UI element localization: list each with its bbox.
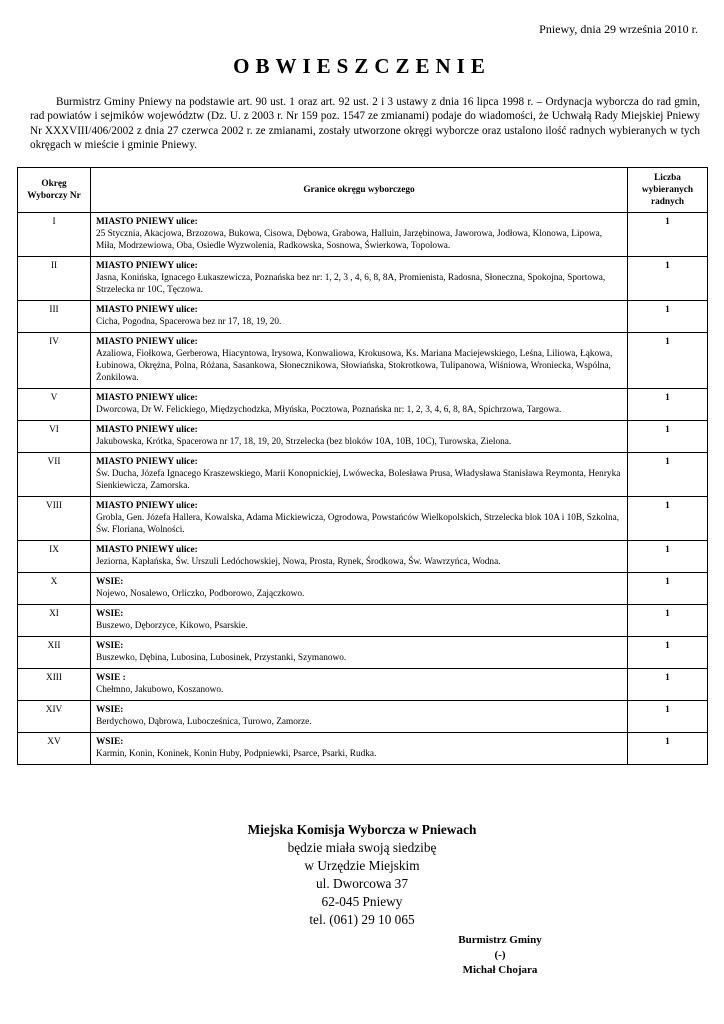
- district-boundaries: [91, 637, 628, 669]
- street-list: Karmin, Konin, Koninek, Konin Huby, Podpniewki, Psarce, Psarki, Rudka.: [96, 749, 377, 759]
- district-number: XII: [18, 637, 91, 669]
- seats-count: 1: [628, 333, 708, 389]
- district-number: XIV: [18, 701, 91, 733]
- area-label: MIASTO PNIEWY ulice:: [96, 501, 198, 511]
- intro-paragraph: Burmistrz Gminy Pniewy na podstawie art. 90 ust. 1 oraz art. 92 ust. 2 i 3 ustawy z dnia 16 lipca 1998 r. – Ordynacja wyborcza do rad gmin, rad powiatów i sejmików województw (Dz. U. z 2003 r. Nr 159 poz. 1547 ze zmianami) podaje do wiadomości, że Uchwałą Rady Miejskiej Pniewy Nr XXXVIII/406/2002 z dnia 27 czerwca 2002 r. ze zmianami, zostały utworzone okręgi wyborcze oraz ustalono ilość radnych wybieranych w tych okręgach w mieście i gminie Pniewy.: [30, 96, 700, 152]
- commission-line: w Urzędzie Miejskim: [304, 858, 420, 873]
- header-seats-count: Liczba wybieranych radnych: [628, 168, 708, 213]
- table-body: [18, 213, 708, 765]
- street-list: Jakubowska, Krótka, Spacerowa nr 17, 18, 19, 20, Strzelecka (bez bloków 10A, 10B, 10C), Turowska, Zielona.: [96, 437, 512, 447]
- table-row: [18, 213, 708, 257]
- street-list: Jeziorna, Kapłańska, Św. Urszuli Ledóchowskiej, Nowa, Prosta, Rynek, Środkowa, Św. Wawrzyńca, Wodna.: [96, 557, 501, 567]
- document-title: OBWIESZCZENIE: [233, 54, 491, 78]
- area-label: MIASTO PNIEWY ulice:: [96, 425, 198, 435]
- district-number: XV: [18, 733, 91, 765]
- district-number: VI: [18, 421, 91, 453]
- seats-count: 1: [628, 733, 708, 765]
- signature-mark: (-): [494, 949, 506, 961]
- table-row: [18, 605, 708, 637]
- area-label: WSIE:: [96, 641, 124, 651]
- table-row: [18, 497, 708, 541]
- commission-line: będzie miała swoją siedzibę: [287, 840, 437, 855]
- district-boundaries: [91, 605, 628, 637]
- area-label: WSIE:: [96, 577, 124, 587]
- street-list: 25 Stycznia, Akacjowa, Brzozowa, Bukowa, Cisowa, Dębowa, Grabowa, Halluin, Jarzębinowa, Jaworowa, Jodłowa, Klonowa, Lipowa, Miła, Modrzewiowa, Oba, Osiedle Wyzwolenia, Radkowska, Sosnowa, Świerkowa, Topolowa.: [96, 229, 603, 251]
- seats-count: 1: [628, 497, 708, 541]
- district-number: V: [18, 389, 91, 421]
- area-label: MIASTO PNIEWY ulice:: [96, 261, 198, 271]
- seats-count: 1: [628, 605, 708, 637]
- table-row: [18, 257, 708, 301]
- seats-count: 1: [628, 301, 708, 333]
- table-row: [18, 669, 708, 701]
- district-boundaries: [91, 421, 628, 453]
- table-row: [18, 301, 708, 333]
- district-number: XI: [18, 605, 91, 637]
- district-boundaries: [91, 701, 628, 733]
- district-number: VIII: [18, 497, 91, 541]
- seats-count: 1: [628, 701, 708, 733]
- district-number: II: [18, 257, 91, 301]
- area-label: MIASTO PNIEWY ulice:: [96, 337, 198, 347]
- district-boundaries: [91, 301, 628, 333]
- signature-role: Burmistrz Gminy: [458, 934, 542, 946]
- commission-info: [0, 821, 724, 929]
- table-header-row: [18, 168, 708, 213]
- district-number: IV: [18, 333, 91, 389]
- area-label: MIASTO PNIEWY ulice:: [96, 217, 198, 227]
- street-list: Cicha, Pogodna, Spacerowa bez nr 17, 18, 19, 20.: [96, 317, 282, 327]
- street-list: Buszewko, Dębina, Lubosina, Lubosinek, Przystanki, Szymanowo.: [96, 653, 347, 663]
- district-boundaries: [91, 453, 628, 497]
- table-row: [18, 701, 708, 733]
- commission-heading: Miejska Komisja Wyborcza w Pniewach: [247, 822, 477, 837]
- area-label: WSIE:: [96, 705, 124, 715]
- districts-table: [17, 167, 708, 765]
- table-row: [18, 733, 708, 765]
- seats-count: 1: [628, 541, 708, 573]
- table-row: [18, 333, 708, 389]
- district-boundaries: [91, 497, 628, 541]
- district-boundaries: [91, 541, 628, 573]
- district-number: XIII: [18, 669, 91, 701]
- table-row: [18, 389, 708, 421]
- commission-line: ul. Dworcowa 37: [316, 876, 408, 891]
- street-list: Azaliowa, Fiołkowa, Gerberowa, Hiacyntowa, Irysowa, Konwaliowa, Krokusowa, Ks. Mariana Maciejewskiego, Leśna, Liliowa, Łąkowa, Łubinowa, Okrężna, Polna, Różana, Sasankowa, Słonecznikowa, Słowiańska, Stokrotkowa, Tulipanowa, Wiśniowa, Wroniecka, Wspólna, Żonkilowa.: [96, 349, 613, 383]
- district-number: I: [18, 213, 91, 257]
- table-row: [18, 541, 708, 573]
- header-district-number: Okręg Wyborczy Nr: [18, 168, 91, 213]
- seats-count: 1: [628, 421, 708, 453]
- seats-count: 1: [628, 389, 708, 421]
- area-label: MIASTO PNIEWY ulice:: [96, 545, 198, 555]
- table-row: [18, 573, 708, 605]
- district-boundaries: [91, 213, 628, 257]
- district-boundaries: [91, 389, 628, 421]
- table-row: [18, 637, 708, 669]
- seats-count: 1: [628, 573, 708, 605]
- area-label: MIASTO PNIEWY ulice:: [96, 305, 198, 315]
- signature-name: Michał Chojara: [462, 964, 538, 976]
- seats-count: 1: [628, 669, 708, 701]
- area-label: WSIE :: [96, 673, 126, 683]
- seats-count: 1: [628, 453, 708, 497]
- district-boundaries: [91, 257, 628, 301]
- street-list: Św. Ducha, Józefa Ignacego Kraszewskiego, Marii Konopnickiej, Lwówecka, Bolesława Prusa, Władysława Stanisława Reymonta, Henryka Sienkiewicza, Zamorska.: [96, 469, 621, 491]
- area-label: WSIE:: [96, 737, 124, 747]
- district-boundaries: [91, 669, 628, 701]
- district-number: VII: [18, 453, 91, 497]
- seats-count: 1: [628, 257, 708, 301]
- seats-count: 1: [628, 213, 708, 257]
- area-label: MIASTO PNIEWY ulice:: [96, 393, 198, 403]
- street-list: Nojewo, Nosalewo, Orliczko, Podborowo, Zajączkowo.: [96, 589, 305, 599]
- document-date: Pniewy, dnia 29 września 2010 r.: [539, 22, 698, 36]
- district-number: X: [18, 573, 91, 605]
- signature-block: [420, 933, 580, 978]
- street-list: Berdychowo, Dąbrowa, Lubocześnica, Turowo, Zamorze.: [96, 717, 312, 727]
- area-label: MIASTO PNIEWY ulice:: [96, 457, 198, 467]
- table-row: [18, 421, 708, 453]
- seats-count: 1: [628, 637, 708, 669]
- street-list: Jasna, Konińska, Ignacego Łukaszewicza, Poznańska bez nr: 1, 2, 3 , 4, 6, 8, 8A, Promienista, Radosna, Słoneczna, Spokojna, Sportowa, Strzelecka nr 10C, Tęczowa.: [96, 273, 606, 295]
- table-row: [18, 453, 708, 497]
- district-boundaries: [91, 333, 628, 389]
- district-boundaries: [91, 573, 628, 605]
- commission-line: tel. (061) 29 10 065: [309, 912, 415, 927]
- district-boundaries: [91, 733, 628, 765]
- commission-line: 62-045 Pniewy: [321, 894, 403, 909]
- street-list: Grobla, Gen. Józefa Hallera, Kowalska, Adama Mickiewicza, Ogrodowa, Powstańców Wielkopolskich, Strzelecka blok 10A i 10B, Szkolna, Św. Floriana, Wolności.: [96, 513, 620, 535]
- district-number: IX: [18, 541, 91, 573]
- street-list: Chełmno, Jakubowo, Koszanowo.: [96, 685, 224, 695]
- street-list: Buszewo, Dęborzyce, Kikowo, Psarskie.: [96, 621, 248, 631]
- street-list: Dworcowa, Dr W. Felickiego, Międzychodzka, Młyńska, Pocztowa, Poznańska nr: 1, 2, 3, 4, 6, 8, 8A, Spichrzowa, Targowa.: [96, 405, 562, 415]
- district-number: III: [18, 301, 91, 333]
- area-label: WSIE:: [96, 609, 124, 619]
- header-district-boundaries: Granice okręgu wyborczego: [91, 168, 628, 213]
